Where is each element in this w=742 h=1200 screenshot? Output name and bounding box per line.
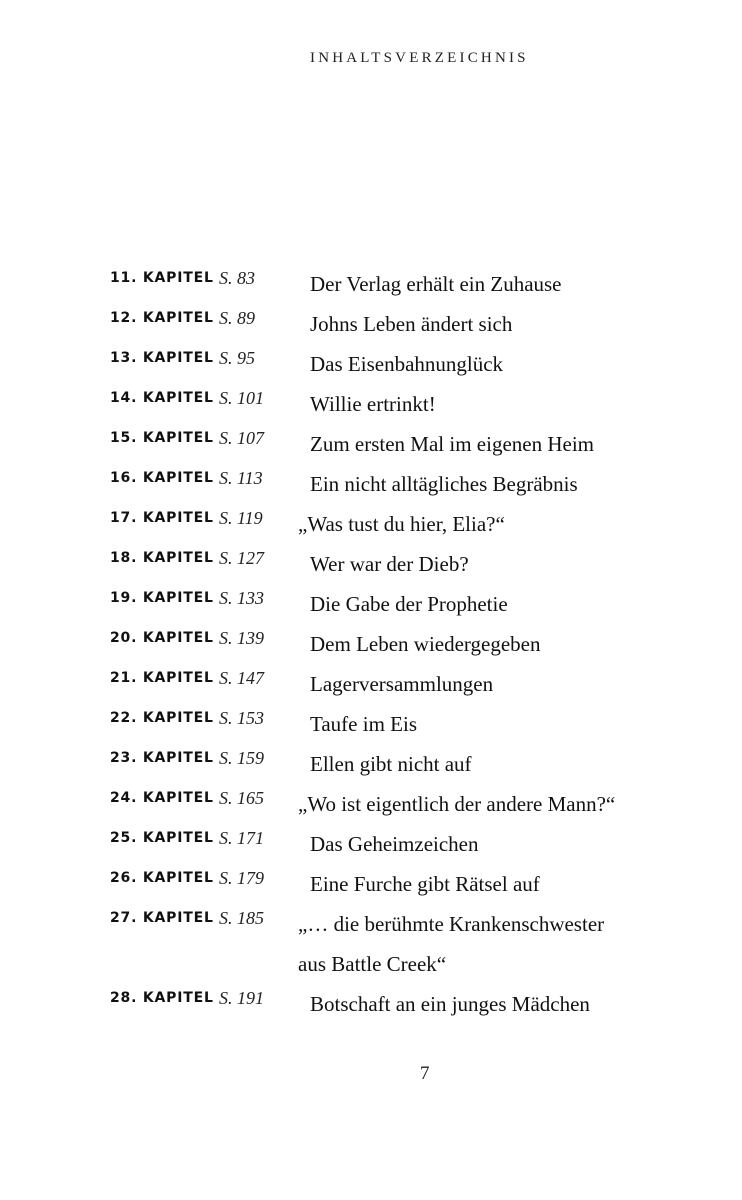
- chapter-title: [310, 264, 710, 304]
- chapter-title-line: Johns Leben ändert sich: [310, 312, 513, 336]
- chapter-title-line: aus Battle Creek“: [298, 952, 447, 976]
- toc-entry: [0, 662, 742, 702]
- page-reference: S. 101: [219, 388, 264, 408]
- page-reference: S. 159: [219, 748, 264, 768]
- page-reference: S. 89: [219, 308, 255, 328]
- chapter-title: [310, 544, 710, 584]
- toc-entry: [0, 422, 742, 462]
- chapter-title: [310, 984, 710, 1024]
- chapter-title-line: Dem Leben wiedergegeben: [310, 632, 541, 656]
- chapter-title-line: Taufe im Eis: [310, 712, 417, 736]
- chapter-label: 20. KAPITEL: [110, 630, 214, 646]
- chapter-label: 14. KAPITEL: [110, 390, 214, 406]
- toc-entry: [0, 822, 742, 862]
- chapter-label: 22. KAPITEL: [110, 710, 214, 726]
- page-reference: S. 95: [219, 348, 255, 368]
- page-reference: S. 153: [219, 708, 264, 728]
- toc-entry: [0, 702, 742, 742]
- toc-entry: [0, 502, 742, 542]
- chapter-label: 11. KAPITEL: [110, 270, 214, 286]
- chapter-title: [310, 704, 710, 744]
- chapter-title: [298, 904, 698, 984]
- toc-entry: [0, 902, 742, 982]
- table-of-contents: [0, 262, 742, 1022]
- toc-entry: [0, 262, 742, 302]
- chapter-label: 19. KAPITEL: [110, 590, 214, 606]
- page-number: 7: [420, 1063, 430, 1084]
- chapter-label: 21. KAPITEL: [110, 670, 214, 686]
- chapter-title: [310, 384, 710, 424]
- chapter-title-line: „Wo ist eigentlich der andere Mann?“: [298, 792, 616, 816]
- page-reference: S. 133: [219, 588, 264, 608]
- chapter-title-line: „Was tust du hier, Elia?“: [298, 512, 505, 536]
- chapter-title: [298, 784, 698, 824]
- chapter-label: 15. KAPITEL: [110, 430, 214, 446]
- page-reference: S. 139: [219, 628, 264, 648]
- toc-entry: [0, 542, 742, 582]
- page-reference: S. 113: [219, 468, 263, 488]
- chapter-title-line: Eine Furche gibt Rätsel auf: [310, 872, 540, 896]
- chapter-title-line: „… die berühmte Krankenschwester: [298, 912, 605, 936]
- toc-entry: [0, 982, 742, 1022]
- chapter-title: [310, 464, 710, 504]
- chapter-title: [310, 824, 710, 864]
- chapter-title-line: Ein nicht alltägliches Begräbnis: [310, 472, 578, 496]
- chapter-label: 28. KAPITEL: [110, 990, 214, 1006]
- toc-entry: [0, 582, 742, 622]
- page-reference: S. 185: [219, 908, 264, 928]
- chapter-title-line: Wer war der Dieb?: [310, 552, 469, 576]
- running-head: INHALTSVERZEICHNIS: [310, 50, 529, 66]
- chapter-label: 17. KAPITEL: [110, 510, 214, 526]
- chapter-title-line: Willie ertrinkt!: [310, 392, 436, 416]
- page-reference: S. 165: [219, 788, 264, 808]
- chapter-label: 24. KAPITEL: [110, 790, 214, 806]
- chapter-title-line: Das Geheimzeichen: [310, 832, 479, 856]
- chapter-title-line: Botschaft an ein junges Mädchen: [310, 992, 590, 1016]
- chapter-title: [310, 344, 710, 384]
- chapter-title: [310, 584, 710, 624]
- toc-entry: [0, 782, 742, 822]
- toc-entry: [0, 742, 742, 782]
- chapter-label: 16. KAPITEL: [110, 470, 214, 486]
- toc-entry: [0, 862, 742, 902]
- chapter-label: 13. KAPITEL: [110, 350, 214, 366]
- chapter-title-line: Die Gabe der Prophetie: [310, 592, 508, 616]
- toc-entry: [0, 462, 742, 502]
- chapter-title: [310, 624, 710, 664]
- chapter-title: [310, 864, 710, 904]
- chapter-label: 18. KAPITEL: [110, 550, 214, 566]
- chapter-label: 25. KAPITEL: [110, 830, 214, 846]
- chapter-title-line: Der Verlag erhält ein Zuhause: [310, 272, 562, 296]
- page-reference: S. 191: [219, 988, 264, 1008]
- chapter-label: 12. KAPITEL: [110, 310, 214, 326]
- page-reference: S. 171: [219, 828, 264, 848]
- chapter-title-line: Das Eisenbahnunglück: [310, 352, 504, 376]
- page-reference: S. 107: [219, 428, 264, 448]
- chapter-label: 27. KAPITEL: [110, 910, 214, 926]
- chapter-label: 26. KAPITEL: [110, 870, 214, 886]
- chapter-label: 23. KAPITEL: [110, 750, 214, 766]
- chapter-title: [310, 424, 710, 464]
- page-reference: S. 119: [219, 508, 263, 528]
- chapter-title: [298, 504, 698, 544]
- chapter-title-line: Lagerversammlungen: [310, 672, 494, 696]
- page-reference: S. 83: [219, 268, 255, 288]
- toc-entry: [0, 382, 742, 422]
- chapter-title: [310, 664, 710, 704]
- chapter-title-line: Zum ersten Mal im eigenen Heim: [310, 432, 595, 456]
- page-reference: S. 147: [219, 668, 264, 688]
- page-reference: S. 127: [219, 548, 264, 568]
- toc-entry: [0, 622, 742, 662]
- page-reference: S. 179: [219, 868, 264, 888]
- toc-entry: [0, 302, 742, 342]
- chapter-title: [310, 744, 710, 784]
- toc-entry: [0, 342, 742, 382]
- chapter-title-line: Ellen gibt nicht auf: [310, 752, 472, 776]
- chapter-title: [310, 304, 710, 344]
